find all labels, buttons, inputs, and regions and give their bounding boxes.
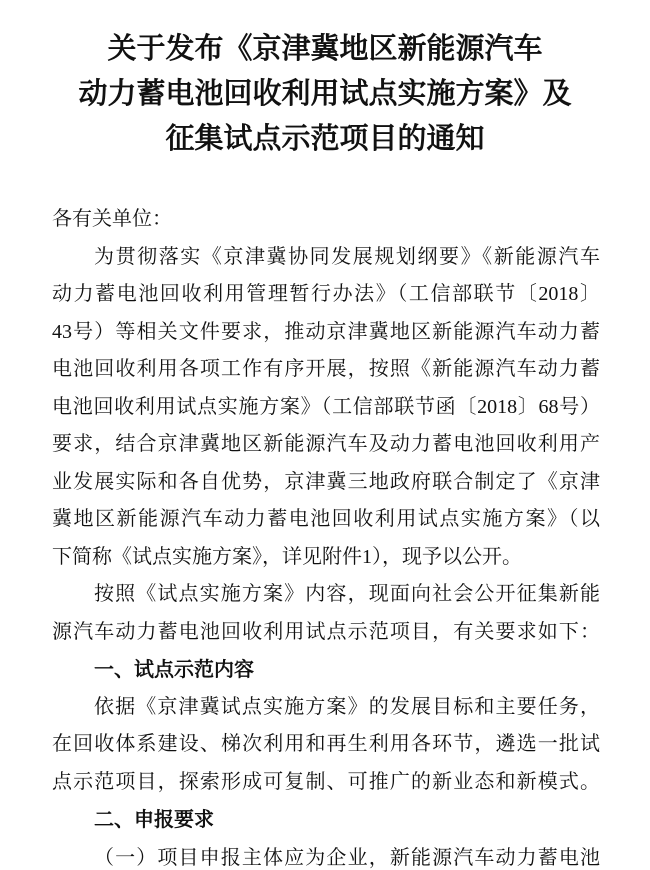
paragraph-line: 要求，结合京津冀地区新能源汽车及动力蓄电池回收利用产 — [52, 433, 600, 455]
paragraph-line: 在回收体系建设、梯次利用和再生利用各环节，遴选一批试 — [52, 733, 600, 755]
salutation: 各有关单位： — [52, 208, 172, 230]
section-heading-1: 一、试点示范内容 — [94, 657, 254, 681]
title-line-2: 动力蓄电池回收利用试点实施方案》及 — [78, 76, 572, 110]
paragraph-line: 下简称《试点实施方案》，详见附件1），现予以公开。 — [52, 545, 522, 568]
paragraph-line: 依据《京津冀试点实施方案》的发展目标和主要任务， — [94, 695, 600, 718]
paragraph-line: 电池回收利用试点实施方案》（工信部联节函〔2018〕68号） — [52, 395, 600, 418]
title-line-3: 征集试点示范项目的通知 — [165, 121, 485, 155]
paragraph-line: 为贯彻落实《京津冀协同发展规划纲要》《新能源汽车 — [94, 245, 600, 268]
paragraph-line: 动力蓄电池回收利用管理暂行办法》（工信部联节〔2018〕 — [52, 283, 600, 305]
paragraph-line: 冀地区新能源汽车动力蓄电池回收利用试点实施方案》（以 — [52, 508, 600, 530]
paragraph-line: 点示范项目，探索形成可复制、可推广的新业态和新模式。 — [52, 770, 600, 793]
paragraph-line: 源汽车动力蓄电池回收利用试点示范项目，有关要求如下： — [52, 620, 600, 643]
paragraph-line: 电池回收利用各项工作有序开展，按照《新能源汽车动力蓄 — [52, 358, 600, 380]
paragraph-notice — [52, 576, 600, 651]
paragraph-section-1 — [52, 689, 600, 802]
paragraph-line: 按照《试点实施方案》内容，现面向社会公开征集新能 — [94, 583, 600, 605]
paragraph-line: 43号）等相关文件要求，推动京津冀地区新能源汽车动力蓄 — [52, 320, 600, 343]
document-title — [0, 26, 650, 161]
paragraph-line: 业发展实际和各自优势，京津冀三地政府联合制定了《京津 — [52, 470, 600, 493]
section-heading-2: 二、申报要求 — [94, 807, 214, 831]
title-line-1: 关于发布《京津冀地区新能源汽车 — [107, 31, 543, 65]
document-body — [52, 201, 600, 870]
paragraph-line: （一）项目申报主体应为企业，新能源汽车动力蓄电池 — [94, 846, 600, 869]
paragraph-intro — [52, 239, 600, 577]
paragraph-section-2 — [52, 846, 600, 870]
